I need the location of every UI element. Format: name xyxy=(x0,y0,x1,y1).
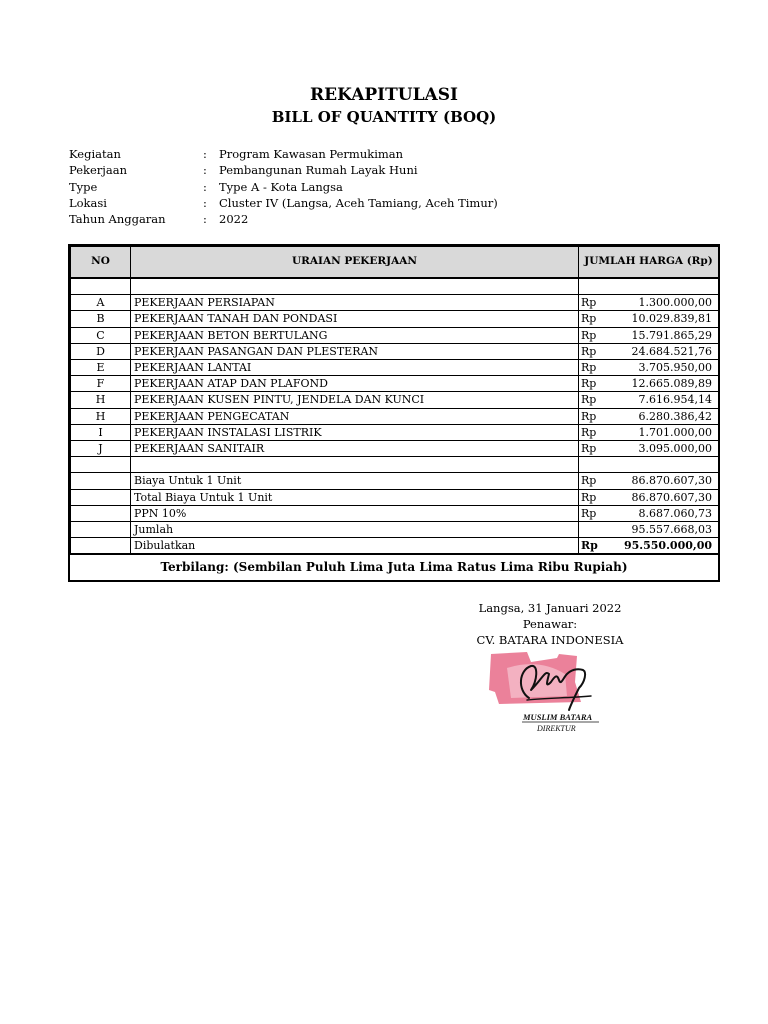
row-currency: Rp xyxy=(579,295,615,311)
info-value: Type A - Kota Langsa xyxy=(219,179,343,194)
info-value: Pembangunan Rumah Layak Huni xyxy=(219,163,418,178)
summary-desc: Total Biaya Untuk 1 Unit xyxy=(131,489,579,505)
rounded-row xyxy=(71,538,719,554)
summary-row xyxy=(71,505,719,521)
row-no: I xyxy=(71,424,131,440)
info-label: Kegiatan xyxy=(69,147,121,161)
table-row xyxy=(71,311,719,327)
row-amount: 10.029.839,81 xyxy=(615,311,719,327)
table-row xyxy=(71,295,719,311)
row-desc: PEKERJAAN BETON BERTULANG xyxy=(131,327,579,343)
row-desc: PEKERJAAN PENGECATAN xyxy=(131,408,579,424)
table-row xyxy=(71,343,719,359)
row-amount: 24.684.521,76 xyxy=(615,343,719,359)
boq-table-frame xyxy=(68,244,720,582)
summary-currency: Rp xyxy=(579,489,615,505)
row-currency: Rp xyxy=(579,441,615,457)
row-no: B xyxy=(71,311,131,327)
row-currency: Rp xyxy=(579,376,615,392)
info-label: Type xyxy=(69,179,98,194)
summary-desc: Jumlah xyxy=(131,522,579,538)
terbilang-text: Terbilang: (Sembilan Puluh Lima Juta Lima Ratus Lima Ribu Rupiah) xyxy=(70,554,718,580)
row-no: H xyxy=(71,392,131,408)
row-desc: PEKERJAAN PASANGAN DAN PLESTERAN xyxy=(131,343,579,359)
header-jumlah: JUMLAH HARGA (Rp) xyxy=(579,247,719,279)
summary-amount: 86.870.607,30 xyxy=(615,489,719,505)
row-desc: PEKERJAAN TANAH DAN PONDASI xyxy=(131,311,579,327)
summary-currency: Rp xyxy=(579,473,615,489)
table-row xyxy=(71,376,719,392)
sign-place-date: Langsa, 31 Januari 2022 xyxy=(478,601,622,615)
row-desc: PEKERJAAN KUSEN PINTU, JENDELA DAN KUNCI xyxy=(131,392,579,408)
info-colon: : xyxy=(203,212,207,227)
row-desc: PEKERJAAN ATAP DAN PLAFOND xyxy=(131,376,579,392)
info-colon: : xyxy=(203,147,207,161)
info-colon: : xyxy=(203,163,207,178)
row-no: J xyxy=(71,441,131,457)
page-subtitle: BILL OF QUANTITY (BOQ) xyxy=(271,108,497,126)
summary-desc: Biaya Untuk 1 Unit xyxy=(131,473,579,489)
summary-amount: 86.870.607,30 xyxy=(615,473,719,489)
summary-row xyxy=(71,489,719,505)
summary-desc: PPN 10% xyxy=(131,505,579,521)
info-value: Cluster IV (Langsa, Aceh Tamiang, Aceh Timur) xyxy=(219,195,498,210)
table-row xyxy=(71,441,719,457)
info-colon: : xyxy=(203,195,207,210)
row-amount: 3.095.000,00 xyxy=(615,441,719,457)
summary-currency xyxy=(579,522,615,538)
row-desc: PEKERJAAN SANITAIR xyxy=(131,441,579,457)
row-no: F xyxy=(71,376,131,392)
table-row xyxy=(71,360,719,376)
info-label: Tahun Anggaran xyxy=(69,212,166,227)
row-currency: Rp xyxy=(579,392,615,408)
row-currency: Rp xyxy=(579,343,615,359)
row-desc: PEKERJAAN PERSIAPAN xyxy=(131,295,579,311)
row-no: A xyxy=(71,295,131,311)
row-amount: 3.705.950,00 xyxy=(615,360,719,376)
rounded-desc: Dibulatkan xyxy=(131,538,579,554)
sign-company: CV. BATARA INDONESIA xyxy=(476,633,624,647)
info-label: Lokasi xyxy=(69,195,107,210)
summary-amount: 95.557.668,03 xyxy=(615,522,719,538)
header-no: NO xyxy=(71,247,131,279)
table-row xyxy=(71,327,719,343)
row-amount: 1.701.000,00 xyxy=(615,424,719,440)
row-no: E xyxy=(71,360,131,376)
summary-amount: 8.687.060,73 xyxy=(615,505,719,521)
row-currency: Rp xyxy=(579,424,615,440)
summary-currency: Rp xyxy=(579,505,615,521)
info-value: Program Kawasan Permukiman xyxy=(219,147,404,161)
summary-row xyxy=(71,522,719,538)
stamp-title: DIREKTUR xyxy=(537,724,576,733)
row-desc: PEKERJAAN LANTAI xyxy=(131,360,579,376)
table-row-empty xyxy=(71,278,719,295)
table-row-empty xyxy=(71,457,719,473)
row-amount: 6.280.386,42 xyxy=(615,408,719,424)
row-currency: Rp xyxy=(579,327,615,343)
summary-row xyxy=(71,473,719,489)
row-no: C xyxy=(71,327,131,343)
company-stamp-signature xyxy=(487,652,615,740)
rounded-currency: Rp xyxy=(579,538,615,554)
boq-table xyxy=(70,246,719,554)
row-amount: 15.791.865,29 xyxy=(615,327,719,343)
header-uraian: URAIAN PEKERJAAN xyxy=(131,247,579,279)
rounded-amount: 95.550.000,00 xyxy=(615,538,719,554)
table-row xyxy=(71,424,719,440)
row-amount: 12.665.089,89 xyxy=(615,376,719,392)
row-amount: 7.616.954,14 xyxy=(615,392,719,408)
table-row xyxy=(71,392,719,408)
row-currency: Rp xyxy=(579,360,615,376)
row-no: H xyxy=(71,408,131,424)
row-currency: Rp xyxy=(579,311,615,327)
sign-role: Penawar: xyxy=(522,617,578,631)
row-desc: PEKERJAAN INSTALASI LISTRIK xyxy=(131,424,579,440)
info-colon: : xyxy=(203,179,207,194)
table-row xyxy=(71,408,719,424)
page-title: REKAPITULASI xyxy=(310,85,458,105)
row-currency: Rp xyxy=(579,408,615,424)
table-header-row xyxy=(71,247,719,279)
info-label: Pekerjaan xyxy=(69,163,127,178)
stamp-name: MUSLIM BATARA xyxy=(523,712,593,722)
info-value: 2022 xyxy=(219,212,249,227)
row-no: D xyxy=(71,343,131,359)
row-amount: 1.300.000,00 xyxy=(615,295,719,311)
